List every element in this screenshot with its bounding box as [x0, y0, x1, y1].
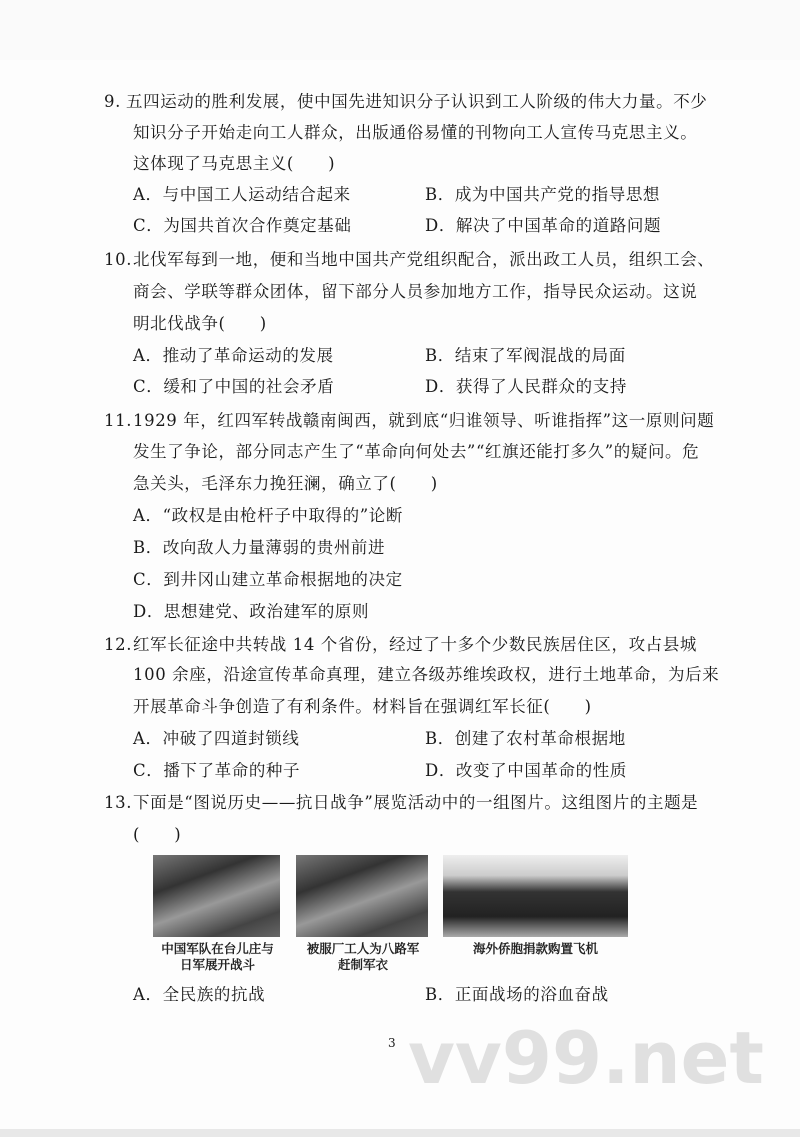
question-11-stem-line: 急关头，毛泽东力挽狂澜，确立了( ) [133, 474, 438, 493]
watermark: vv99.net [408, 1016, 764, 1100]
question-10-option-b[interactable]: B．结束了军阀混战的局面 [425, 346, 626, 365]
photo-caption [150, 941, 285, 973]
question-13-stem-line: ( ) [133, 825, 182, 844]
question-13-number: 13. [104, 793, 133, 812]
question-13-option-b[interactable]: B．正面战场的浴血奋战 [425, 985, 609, 1004]
question-11-stem-line: 发生了争论，部分同志产生了“革命向何处去”“红旗还能打多久”的疑问。危 [133, 442, 700, 461]
photo-caption [443, 941, 628, 957]
question-12-option-b[interactable]: B．创建了农村革命根据地 [425, 729, 626, 748]
caption-line: 赶制军衣 [337, 957, 388, 972]
question-9-option-c[interactable]: C．为国共首次合作奠定基础 [133, 216, 352, 235]
question-11-option-b[interactable]: B．改向敌人力量薄弱的贵州前进 [133, 538, 386, 557]
question-11-option-d[interactable]: D．思想建党、政治建军的原则 [133, 602, 370, 621]
question-9-stem-line: 这体现了马克思主义( ) [133, 154, 336, 173]
photo-uniform-factory [296, 855, 428, 937]
question-10-option-c[interactable]: C．缓和了中国的社会矛盾 [133, 377, 335, 396]
photo-overseas-chinese-aircraft [443, 855, 628, 937]
question-9-option-b[interactable]: B．成为中国共产党的指导思想 [425, 185, 661, 204]
question-12-option-d[interactable]: D．改变了中国革命的性质 [425, 761, 627, 780]
question-9-option-a[interactable]: A．与中国工人运动结合起来 [133, 185, 351, 204]
question-12-number: 12. [104, 635, 133, 654]
page-number: 3 [388, 1036, 396, 1050]
page-top-margin [0, 0, 800, 60]
question-10-stem-line: 商会、学联等群众团体，留下部分人员参加地方工作，指导民众运动。这说 [133, 282, 698, 301]
page-bottom-edge [0, 1129, 800, 1137]
question-11-option-c[interactable]: C．到井冈山建立革命根据地的决定 [133, 570, 403, 589]
question-10-option-d[interactable]: D．获得了人民群众的支持 [425, 377, 627, 396]
question-12-stem-line: 红军长征途中共转战 14 个省份，经过了十多个少数民族居住区，攻占县城 [133, 635, 697, 654]
question-9-stem-line: 知识分子开始走向工人群众，出版通俗易懂的刊物向工人宣传马克思主义。 [133, 123, 698, 142]
question-12-option-c[interactable]: C．播下了革命的种子 [133, 761, 301, 780]
question-10-stem-line: 明北伐战争( ) [133, 314, 267, 333]
photo-taierzhuang-battle [153, 855, 280, 937]
question-9-option-d[interactable]: D．解决了中国革命的道路问题 [425, 216, 662, 235]
photo-caption [293, 941, 433, 973]
question-10-stem-line: 北伐军每到一地，便和当地中国共产党组织配合，派出政工人员，组织工会、 [133, 250, 715, 269]
question-12-stem-line: 开展革命斗争创造了有利条件。材料旨在强调红军长征( ) [133, 697, 592, 716]
question-12-option-a[interactable]: A．冲破了四道封锁线 [133, 729, 300, 748]
question-11-option-a[interactable]: A．“政权是由枪杆子中取得的”论断 [133, 506, 403, 525]
question-13-option-a[interactable]: A．全民族的抗战 [133, 985, 266, 1004]
question-10-number: 10. [104, 250, 133, 269]
question-9-number: 9. [104, 92, 121, 111]
question-12-stem-line: 100 余座，沿途宣传革命真理，建立各级苏维埃政权，进行土地革命，为后来 [133, 665, 720, 684]
caption-line: 被服厂工人为八路军 [306, 941, 420, 956]
question-10-option-a[interactable]: A．推动了革命运动的发展 [133, 346, 334, 365]
caption-line: 中国军队在台儿庄与 [161, 941, 274, 956]
question-13-stem-line: 下面是“图说历史——抗日战争”展览活动中的一组图片。这组图片的主题是 [133, 793, 699, 812]
question-9-stem-line: 五四运动的胜利发展，使中国先进知识分子认识到工人阶级的伟大力量。不少 [126, 92, 708, 111]
caption-line: 日军展开战斗 [179, 957, 255, 972]
caption-line: 海外侨胞捐款购置飞机 [472, 941, 598, 956]
question-11-number: 11. [104, 411, 133, 430]
question-11-stem-line: 1929 年，红四军转战赣南闽西，就到底“归谁领导、听谁指挥”这一原则问题 [133, 411, 715, 430]
